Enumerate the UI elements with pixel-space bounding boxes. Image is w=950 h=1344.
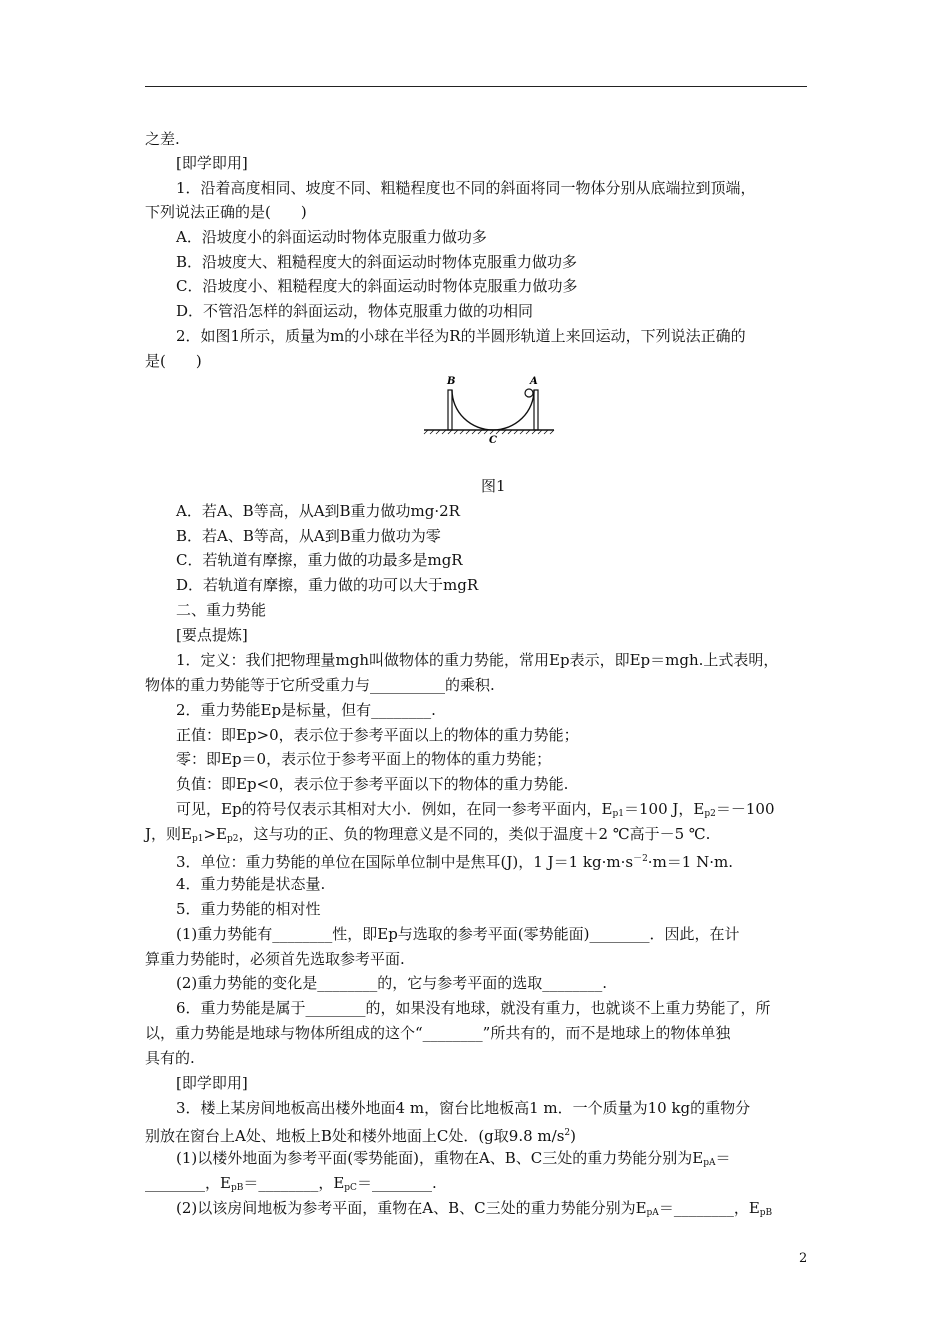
label-b: B: [447, 376, 456, 387]
text-line: 具有的.: [145, 1049, 195, 1067]
label-a: A: [530, 376, 538, 387]
question-1: 1．沿着高度相同、坡度不同、粗糙程度也不同的斜面将同一物体分别从底端拉到顶端，: [176, 179, 756, 197]
page-number: 2: [799, 1251, 808, 1266]
header-rule: [145, 86, 807, 87]
text-line: 算重力势能时，必须首先选取参考平面.: [145, 950, 405, 968]
text-line: 正值：即Ep>0，表示位于参考平面以上的物体的重力势能；: [176, 726, 579, 744]
option-d: D．若轨道有摩擦，重力做的功可以大于mgR: [176, 576, 479, 594]
section-tag: [要点提炼]: [176, 626, 248, 644]
option-b: B．若A、B等高，从A到B重力做功为零: [176, 527, 441, 545]
text-line: 下列说法正确的是( ): [145, 203, 307, 221]
text-line: 物体的重力势能等于它所受重力与__________的乘积.: [145, 676, 495, 694]
section-tag: [即学即用]: [176, 1074, 248, 1092]
label-c: C: [489, 435, 497, 446]
figure-caption: 图1: [481, 477, 506, 495]
figure-semicircle-track: [420, 372, 556, 446]
text-line: 5．重力势能的相对性: [176, 900, 321, 918]
text-line: J，则$E_{p1}>E_{p2}$，这与功的正、负的物理意义是不同的，类似于温度＋2 ℃高于－5 ℃.: [145, 825, 711, 844]
text-line: (1)以楼外地面为参考平面(零势能面)，重物在A、B、C三处的重力势能分别为$E_{pA}=$: [176, 1149, 731, 1168]
text-line: (1)重力势能有________性，即Ep与选取的参考平面(零势能面)________．因此，在计: [176, 925, 740, 943]
text-line: 6．重力势能是属于________的，如果没有地球，就没有重力，也就谈不上重力势能了，所: [176, 999, 771, 1017]
text-line: (2)重力势能的变化是________的，它与参考平面的选取________.: [176, 974, 608, 992]
option-a: A．沿坡度小的斜面运动时物体克服重力做功多: [176, 228, 487, 246]
text-line: 可见，Ep的符号仅表示其相对大小．例如，在同一参考平面内，$E_{p1}=100$ J，$E_{p2}=-100$: [176, 800, 775, 819]
option-a: A．若A、B等高，从A到B重力做功mg·2R: [176, 502, 460, 520]
option-c: C．沿坡度小、粗糙程度大的斜面运动时物体克服重力做功多: [176, 277, 578, 295]
option-d: D．不管沿怎样的斜面运动，物体克服重力做的功相同: [176, 302, 534, 320]
text-line: 以，重力势能是地球与物体所组成的这个“________”所共有的，而不是地球上的物体单独: [145, 1024, 731, 1042]
option-c: C．若轨道有摩擦，重力做的功最多是mgR: [176, 551, 463, 569]
section-tag: [即学即用]: [176, 154, 248, 172]
text-line: 4．重力势能是状态量.: [176, 875, 326, 893]
question-3: 3．楼上某房间地板高出楼外地面4 m，窗台比地板高1 m．一个质量为10 kg的重物分: [176, 1099, 751, 1117]
question-2: 2．如图1所示，质量为m的小球在半径为R的半圆形轨道上来回运动，下列说法正确的: [176, 327, 746, 345]
text-line: ________，$E_{pB}=\_\_\_\_\_\_\_\_$，$E_{pC}=\_\_\_\_\_\_\_\_$.: [145, 1174, 437, 1193]
text-line: 1．定义：我们把物理量mgh叫做物体的重力势能，常用Ep表示，即Ep＝mgh.上式表明，: [176, 651, 779, 669]
text-line: 别放在窗台上A处、地板上B处和楼外地面上C处．(g取9.8 $m/s^2$): [145, 1127, 576, 1145]
text-line: 之差.: [145, 130, 180, 148]
text-line: 3．单位：重力势能的单位在国际单位制中是焦耳(J)，1 J＝1 $kg\cdot m\cdot s^{-2}\cdot m=1$ N·m.: [176, 853, 733, 871]
text-line: 是( ): [145, 352, 202, 370]
section-heading: 二、重力势能: [176, 601, 267, 619]
text-line: 负值：即Ep<0，表示位于参考平面以下的物体的重力势能.: [176, 775, 569, 793]
option-b: B．沿坡度大、粗糙程度大的斜面运动时物体克服重力做功多: [176, 253, 578, 271]
text-line: 2．重力势能Ep是标量，但有________.: [176, 701, 436, 719]
text-line: 零：即Ep＝0，表示位于参考平面上的物体的重力势能；: [176, 750, 552, 768]
text-line: (2)以该房间地板为参考平面，重物在A、B、C三处的重力势能分别为$E_{pA}=\_\_\_\_\_\_\_\_$，$E_{pB}$: [176, 1199, 773, 1218]
